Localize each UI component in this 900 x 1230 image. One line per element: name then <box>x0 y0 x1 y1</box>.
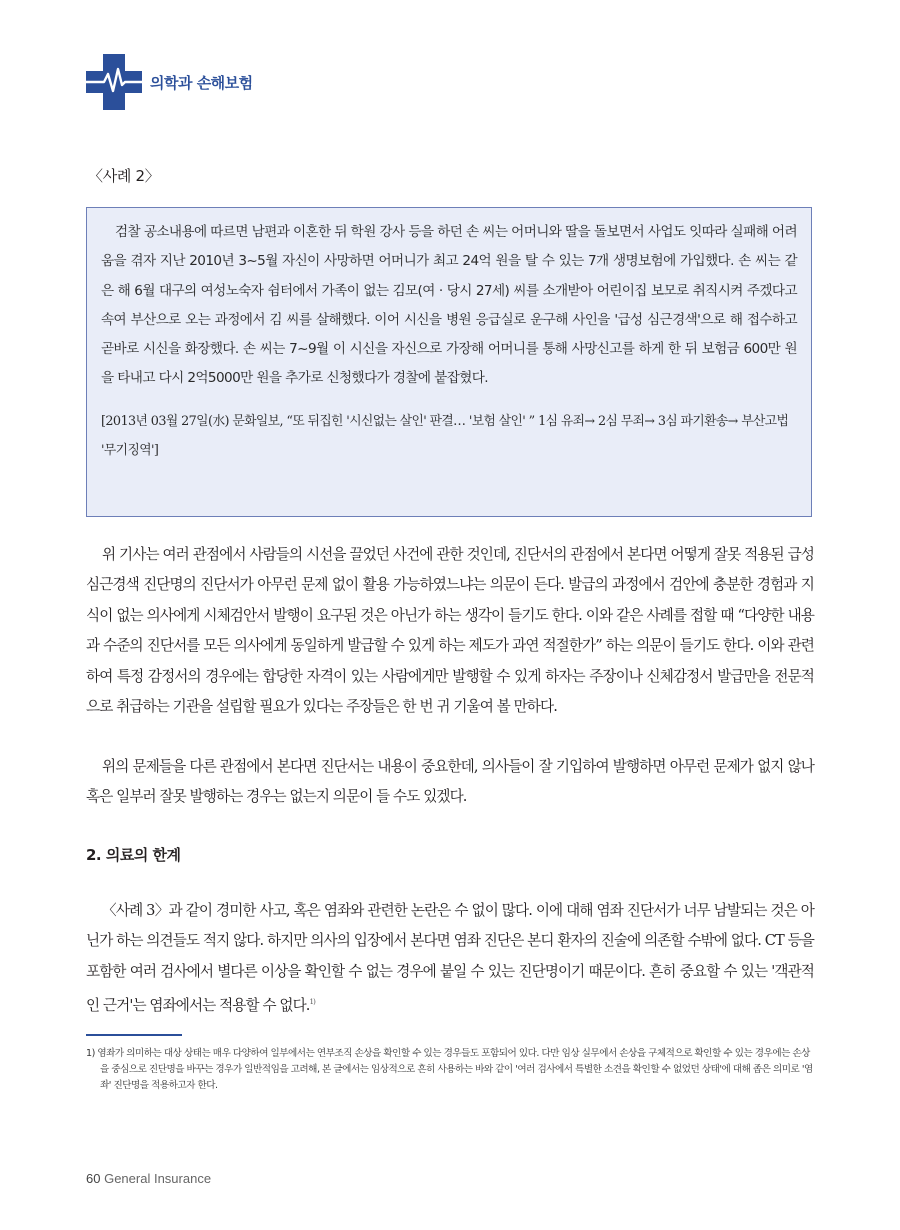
body-paragraph-3 <box>86 896 814 1021</box>
case-source: [2013년 03월 27일(水) 문화일보, “또 뒤집힌 '시신없는 살인' 판결… '보험 살인' ” 1심 유죄→ 2심 무죄→ 3심 파기환송→ 부산고법 '무기징역'] <box>101 413 789 458</box>
case-text: 검찰 공소내용에 따르면 남편과 이혼한 뒤 학원 강사 등을 하던 손 씨는 어머니와 딸을 돌보면서 사업도 잇따라 실패해 어려움을 겪자 지난 2010년 3~5월 자신이 사망하면 어머니가 최고 24억 원을 탈 수 있는 7개 생명보험에 가입했다. 손 씨는 같은 해 6월 대구의 여성노숙자 쉼터에서 가족이 없는 김모(여 · 당시 27세) 씨를 소개받아 어린이집 보모로 취직시켜 주겠다고 속여 부산으로 오는 과정에서 김 씨를 살해했다. 이어 시신을 병원 응급실로 운구해 사인을 '급성 심근경색'으로 해 접수하고 곧바로 시신을 화장했다. 손 씨는 7~9월 이 시신을 자신으로 가장해 어머니를 통해 사망신고를 하게 한 뒤 보험금 600만 원을 타내고 다시 2억5000만 원을 추가로 신청했다가 경찰에 붙잡혔다. <box>101 224 797 387</box>
page-number: 60 <box>86 1171 101 1186</box>
publication-name: General Insurance <box>104 1171 212 1186</box>
body-paragraph-3-text: 〈사례 3〉과 같이 경미한 사고, 혹은 염좌와 관련한 논란은 수 없이 많다. 이에 대해 염좌 진단서가 너무 남발되는 것은 아닌가 하는 의견들도 적지 않다. 하지만 의사의 입장에서 본다면 염좌 진단은 본디 환자의 진술에 의존할 수밖에 없다. CT 등을 포함한 여러 검사에서 별다른 이상을 확인할 수 없는 경우에 붙일 수 있는 진단명이기 때문이다. 흔히 중요할 수 있는 '객관적인 근거'는 염좌에서는 적용할 수 없다. <box>86 902 814 1015</box>
medical-cross-heartbeat-icon <box>86 54 142 110</box>
footnote-reference[interactable]: 1) <box>309 998 315 1007</box>
section-title: 2. 의료의 한계 <box>86 846 181 864</box>
case-box <box>86 207 812 517</box>
footnote: 1) 염좌가 의미하는 대상 상태는 매우 다양하여 일부에서는 연부조직 손상을 확인할 수 있는 경우들도 포함되어 있다. 다만 임상 실무에서 손상을 구체적으로 확인할 수 있는 경우에는 손상을 중심으로 진단명을 바꾸는 경우가 일반적임을 고려해, 본 글에서는 임상적으로 흔히 사용하는 바와 같이 '여러 검사에서 특별한 소견을 확인할 수 없었던 상태'에 대해 좁은 의미로 '염좌' 진단명을 적용하고자 한다. <box>86 1048 813 1091</box>
footnote-divider <box>86 1034 182 1036</box>
body-paragraph-1: 위 기사는 여러 관점에서 사람들의 시선을 끌었던 사건에 관한 것인데, 진단서의 관점에서 본다면 어떻게 잘못 적용된 급성 심근경색 진단명의 진단서가 아무런 문제 없이 활용 가능하였느냐는 의문이 든다. 발급의 과정에서 검안에 충분한 경험과 지식이 없는 의사에게 시체검안서 발행이 요구된 것은 아닌가 하는 생각이 들기도 한다. 이와 같은 사례를 접할 때 “다양한 내용과 수준의 진단서를 모든 의사에게 동일하게 발급할 수 있게 하는 제도가 과연 적절한가” 하는 의문이 들기도 한다. 이와 관련하여 특정 감정서의 경우에는 합당한 자격이 있는 사람에게만 발행할 수 있게 하자는 주장이나 신체감정서 발급만을 전문적으로 취급하는 기관을 설립할 필요가 있다는 주장들은 한 번 귀 기울여 볼 만하다. <box>86 546 814 716</box>
page-header <box>86 54 253 110</box>
header-title: 의학과 손해보험 <box>150 73 253 92</box>
body-paragraph-2: 위의 문제들을 다른 관점에서 본다면 진단서는 내용이 중요한데, 의사들이 잘 기입하여 발행하면 아무런 문제가 없지 않나 혹은 일부러 잘못 발행하는 경우는 없는지 의문이 들 수도 있겠다. <box>86 758 814 806</box>
case-label: 〈사례 2〉 <box>88 167 160 185</box>
page-footer <box>86 1171 211 1186</box>
